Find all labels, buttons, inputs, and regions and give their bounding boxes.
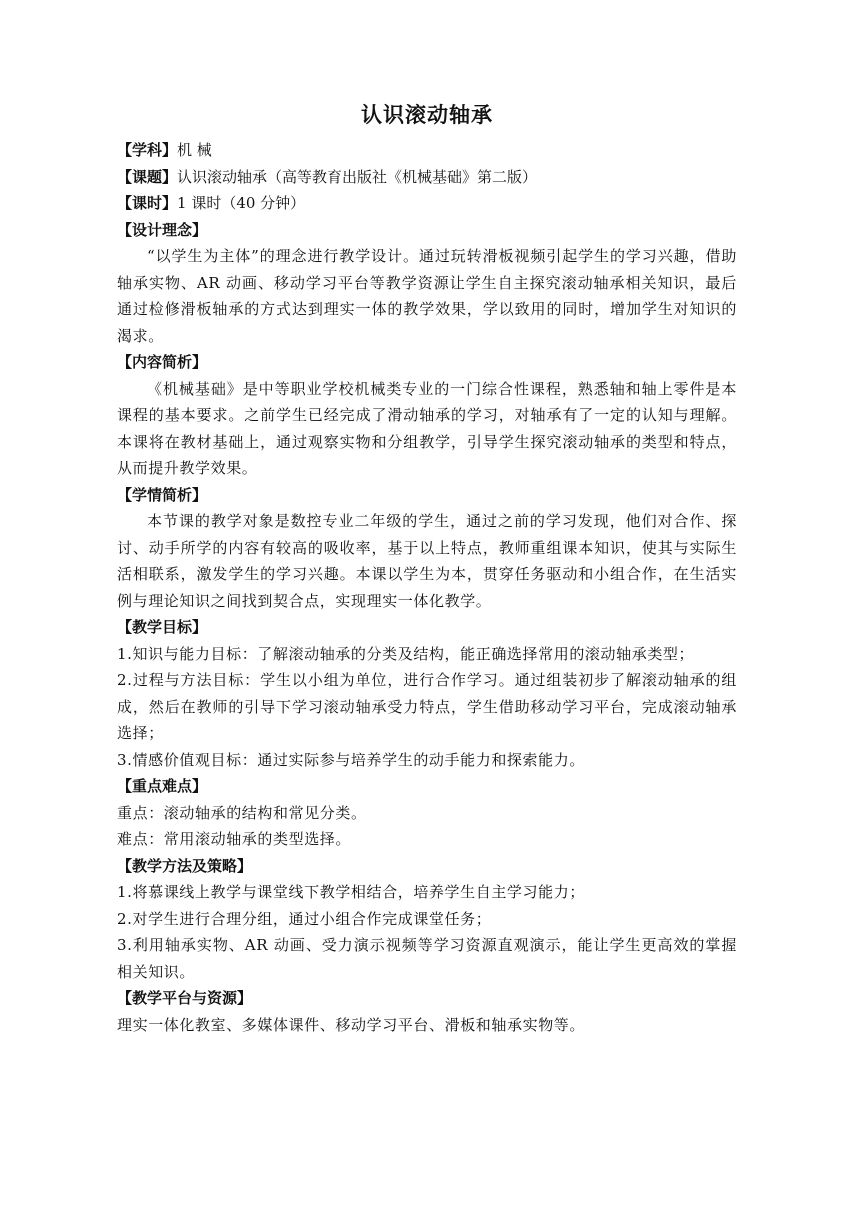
document-page [117, 101, 737, 1038]
keypoint-item: 重点：滚动轴承的结构和常见分类。 [117, 803, 367, 822]
meta-topic-label: 【课题】 [117, 167, 178, 186]
method-item: 3.利用轴承实物、AR 动画、受力演示视频等学习资源直观演示，能让学生更高效的掌握相关知识。 [117, 936, 737, 981]
keypoint-item: 难点：常用滚动轴承的类型选择。 [117, 830, 352, 848]
methods-heading: 【教学方法及策略】 [117, 856, 253, 875]
content-paragraph: 《机械基础》是中等职业学校机械类专业的一门综合性课程，熟悉轴和轴上零件是本课程的基本要求。之前学生已经完成了滑动轴承的学习，对轴承有了一定的认知与理解。本课将在教材基础上，通过观察实物和分组教学，引导学生探究滚动轴承的类型和特点，从而提升教学效果。 [117, 379, 737, 477]
meta-subject-value: 机 械 [177, 141, 212, 159]
resources-heading: 【教学平台与资源】 [117, 989, 253, 1007]
design-heading: 【设计理念】 [117, 220, 208, 239]
meta-subject-label: 【学科】 [117, 141, 178, 159]
content-heading: 【内容简析】 [117, 353, 208, 371]
goals-heading: 【教学目标】 [117, 618, 208, 636]
learners-paragraph: 本节课的教学对象是数控专业二年级的学生，通过之前的学习发现，他们对合作、探讨、动手所学的内容有较高的吸收率，基于以上特点，教师重组课本知识，使其与实际生活相联系，激发学生的学习兴趣。本课以学生为本，贯穿任务驱动和小组合作，在生活实例与理论知识之间找到契合点，实现理实一体化教学。 [117, 512, 737, 610]
method-item: 1.将慕课线上教学与课堂线下教学相结合，培养学生自主学习能力； [117, 883, 585, 901]
goal-item: 2.过程与方法目标：学生以小组为单位，进行合作学习。通过组装初步了解滚动轴承的组成，然后在教师的引导下学习滚动轴承受力特点，学生借助移动学习平台，完成滚动轴承选择； [117, 671, 737, 742]
design-paragraph: “以学生为主体”的理念进行教学设计。通过玩转滑板视频引起学生的学习兴趣，借助轴承实物、AR 动画、移动学习平台等教学资源让学生自主探究滚动轴承相关知识，最后通过检修滑板轴承的方式达到理实一体的教学效果，学以致用的同时，增加学生对知识的渴求。 [117, 247, 737, 345]
goal-item: 1.知识与能力目标：了解滚动轴承的分类及结构，能正确选择常用的滚动轴承类型； [117, 644, 695, 663]
document-title: 认识滚动轴承 [361, 103, 493, 127]
meta-subject [117, 137, 737, 164]
meta-hours-value: 1 课时（40 分钟） [177, 194, 306, 212]
learners-heading: 【学情简析】 [117, 485, 208, 504]
method-item: 2.对学生进行合理分组，通过小组合作完成课堂任务； [117, 909, 492, 928]
resources-paragraph: 理实一体化教室、多媒体课件、移动学习平台、滑板和轴承实物等。 [117, 1015, 586, 1034]
goal-item: 3.情感价值观目标：通过实际参与培养学生的动手能力和探索能力。 [117, 750, 585, 769]
meta-hours [117, 190, 737, 217]
meta-topic-value: 认识滚动轴承（高等教育出版社《机械基础》第二版） [177, 167, 538, 186]
meta-topic [117, 164, 737, 191]
keypoints-heading: 【重点难点】 [117, 777, 208, 795]
meta-hours-label: 【课时】 [117, 194, 178, 212]
